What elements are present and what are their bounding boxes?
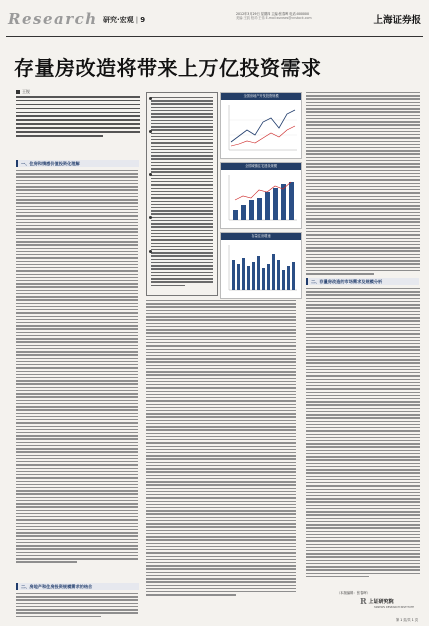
chart-stock-growth	[220, 232, 302, 299]
chart-title: 全国城镇住宅建设规模	[221, 163, 301, 170]
page-footer-number: 第 1 页/共 1 页	[396, 618, 418, 622]
bullet-icon	[149, 250, 152, 253]
bullet-icon	[149, 216, 152, 219]
left-column-text-1	[16, 170, 138, 565]
section-title	[103, 15, 145, 25]
brand-wordmark: Research	[8, 10, 98, 28]
left-column-text-2	[16, 593, 138, 619]
chart-title: 全国房地产开发投资规模	[221, 93, 301, 100]
right-column-text-mid	[306, 288, 420, 579]
bullet-icon	[149, 97, 152, 100]
logo-r-mark: R	[360, 596, 367, 606]
bullet-icon	[149, 130, 152, 133]
logo-text: 上证研究院	[368, 599, 394, 605]
masthead: 上海证券报	[373, 15, 421, 26]
page-header	[6, 6, 423, 37]
chart-title: 存量住房增速	[221, 233, 301, 240]
summary-box	[146, 92, 218, 296]
section-separator: |	[135, 16, 139, 24]
header-meta-line2: 美编:王凯 校对:王伟 E-mail:ssnews@cnstock.com	[236, 16, 312, 20]
chart-stock-growth-plot	[221, 240, 301, 298]
chart-construction	[220, 162, 302, 229]
author-line	[16, 89, 30, 95]
header-meta	[236, 12, 376, 20]
lead-paragraph	[16, 96, 140, 139]
chart-construction-plot	[221, 170, 301, 228]
subhead-2: 二、房地产和住房投资规模需求的结合	[16, 583, 139, 590]
chart-investment	[220, 92, 302, 159]
subhead-3: 二、存量房改造的市场需求及规模分析	[306, 278, 419, 285]
page-number: 9	[140, 16, 146, 24]
middle-column-text	[146, 300, 296, 598]
logo-subtitle: SSNEWS RESEARCH INSTITUTE	[374, 606, 415, 609]
chart-investment-plot	[221, 100, 301, 158]
bullet-icon	[149, 173, 152, 176]
headline: 存量房改造将带来上万亿投资需求	[14, 56, 322, 80]
research-institute-logo	[360, 596, 414, 609]
right-column-text-top	[306, 92, 420, 276]
author-name: 王锐	[22, 89, 30, 94]
section-name: 研究·宏观	[103, 16, 134, 24]
author-square-icon	[16, 90, 20, 94]
subhead-1: 一、住房和情感价值投资化理解	[16, 160, 139, 167]
header-meta-line1: 2012年3月29日 星期四 主编:张春晖 电话:000000	[236, 12, 309, 16]
editor-credit: （本版编辑：张春晖）	[337, 591, 370, 595]
summary-text	[151, 97, 213, 288]
